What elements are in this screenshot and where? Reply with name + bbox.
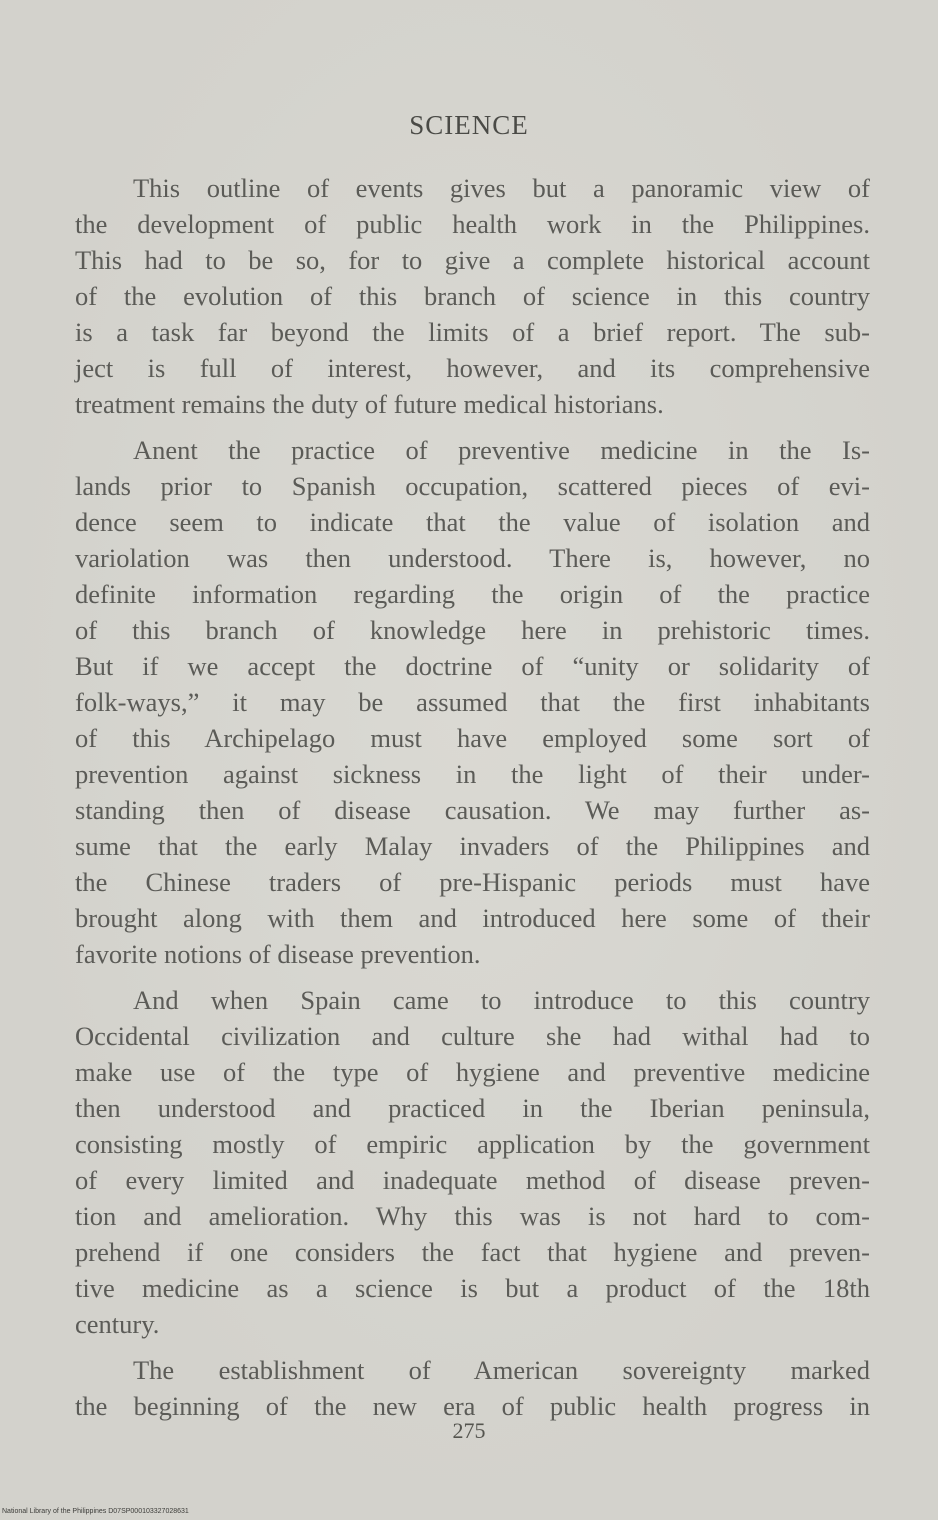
- text-line: tive medicine as a science is but a product of the 18th: [75, 1273, 870, 1303]
- text-line: of every limited and inadequate method of disease preven-: [75, 1165, 870, 1195]
- text-line: then understood and practiced in the Iberian peninsula,: [75, 1093, 870, 1123]
- running-title: SCIENCE: [409, 110, 529, 140]
- text-line: treatment remains the duty of future medical historians.: [75, 389, 664, 419]
- paragraph-3: [75, 982, 870, 1342]
- text-line: is a task far beyond the limits of a brief report. The sub-: [75, 317, 870, 347]
- text-line: of this Archipelago must have employed some sort of: [75, 723, 870, 753]
- paragraph-4: [75, 1352, 870, 1424]
- text-line: tion and amelioration. Why this was is not hard to com-: [75, 1201, 870, 1231]
- text-line: lands prior to Spanish occupation, scattered pieces of evi-: [75, 471, 870, 501]
- text-line: And when Spain came to introduce to this country: [133, 985, 870, 1015]
- text-line: the development of public health work in the Philippines.: [75, 209, 870, 239]
- page-number: 275: [452, 1418, 486, 1443]
- text-line: the Chinese traders of pre-Hispanic periods must have: [75, 867, 870, 897]
- body-text: [75, 170, 870, 1434]
- text-line: ject is full of interest, however, and its comprehensive: [75, 353, 870, 383]
- text-line: of this branch of knowledge here in prehistoric times.: [75, 615, 870, 645]
- paragraph-1: [75, 170, 870, 422]
- text-line: favorite notions of disease prevention.: [75, 939, 481, 969]
- text-line: prevention against sickness in the light of their under-: [75, 759, 870, 789]
- text-line: Occidental civilization and culture she had withal had to: [75, 1021, 870, 1051]
- text-line: the beginning of the new era of public health progress in: [75, 1391, 870, 1421]
- paragraph-2: [75, 432, 870, 972]
- text-line: variolation was then understood. There is, however, no: [75, 543, 870, 573]
- text-line: folk-ways,” it may be assumed that the first inhabitants: [75, 687, 870, 717]
- text-line: This had to be so, for to give a complete historical account: [75, 245, 870, 275]
- text-line: prehend if one considers the fact that hygiene and preven-: [75, 1237, 870, 1267]
- text-line: brought along with them and introduced here some of their: [75, 903, 870, 933]
- text-line: standing then of disease causation. We may further as-: [75, 795, 870, 825]
- text-line: consisting mostly of empiric application by the government: [75, 1129, 870, 1159]
- text-line: definite information regarding the origin of the practice: [75, 579, 870, 609]
- text-line: century.: [75, 1309, 160, 1339]
- digitization-credit: National Library of the Philippines D07SP000103327028631: [2, 1508, 189, 1515]
- text-line: This outline of events gives but a panoramic view of: [133, 173, 870, 203]
- text-line: sume that the early Malay invaders of the Philippines and: [75, 831, 870, 861]
- text-line: Anent the practice of preventive medicine in the Is-: [133, 435, 870, 465]
- text-line: The establishment of American sovereignty marked: [133, 1355, 870, 1385]
- text-line: But if we accept the doctrine of “unity or solidarity of: [75, 651, 870, 681]
- text-line: make use of the type of hygiene and preventive medicine: [75, 1057, 870, 1087]
- text-line: of the evolution of this branch of science in this country: [75, 281, 870, 311]
- text-line: dence seem to indicate that the value of isolation and: [75, 507, 870, 537]
